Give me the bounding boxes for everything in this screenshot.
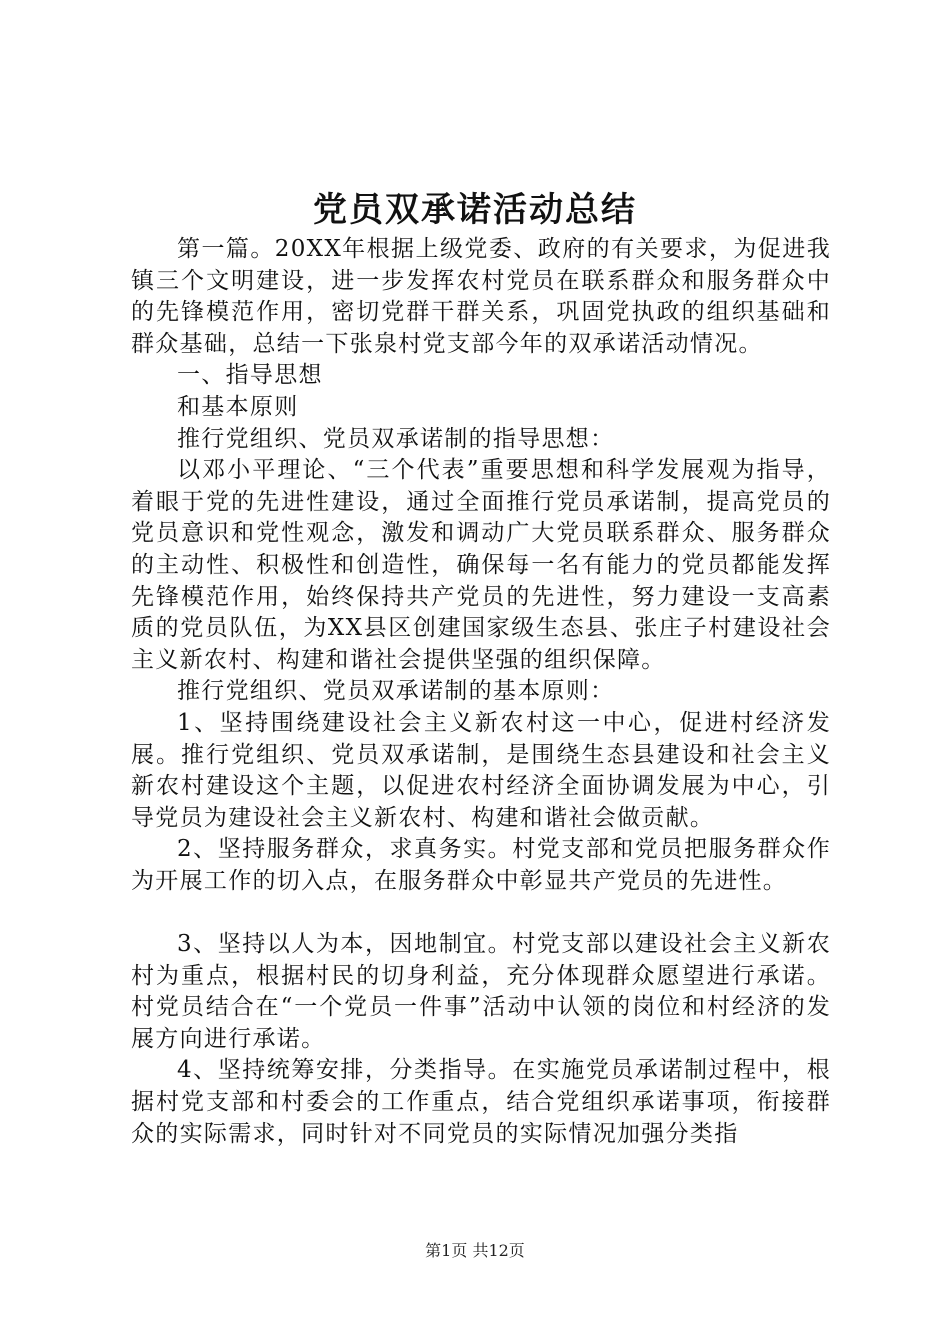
document-body [131,234,831,1150]
page-number-footer: 第1页 共12页 [425,1241,525,1260]
paragraph-principle-3: 3、坚持以人为本，因地制宜。村党支部以建设社会主义新农村为重点，根据村民的切身利益，充分体现群众愿望进行承诺。村党员结合在“一个党员一件事”活动中认领的岗位和村经济的发展方向进行承诺。 [131,931,831,1052]
document-title: 党员双承诺活动总结 [313,190,637,230]
paragraph-guiding-ideology-label: 推行党组织、党员双承诺制的指导思想： [177,425,615,452]
paragraph-heading-guiding-ideology: 一、指导思想 [177,362,323,389]
paragraph-principle-2: 2、坚持服务群众，求真务实。村党支部和党员把服务群众作为开展工作的切入点，在服务群众中彰显共产党员的先进性。 [131,836,831,894]
paragraph-guiding-ideology-text: 以邓小平理论、“三个代表”重要思想和科学发展观为指导，着眼于党的先进性建设，通过全面推行党员承诺制，提高党员的党员意识和党性观念，激发和调动广大党员联系群众、服务群众的主动性、积极性和创造性，确保每一名有能力的党员都能发挥先锋模范作用，始终保持共产党员的先进性，努力建设一支高素质的党员队伍，为XX县区创建国家级生态县、张庄子村建设社会主义新农村、构建和谐社会提供坚强的组织保障。 [131,457,831,673]
paragraph-principle-4: 4、坚持统筹安排，分类指导。在实施党员承诺制过程中，根据村党支部和村委会的工作重点，结合党组织承诺事项，衔接群众的实际需求，同时针对不同党员的实际情况加强分类指 [131,1057,831,1147]
paragraph-principle-1: 1、坚持围绕建设社会主义新农村这一中心，促进村经济发展。推行党组织、党员双承诺制，是围绕生态县建设和社会主义新农村建设这个主题，以促进农村经济全面协调发展为中心，引导党员为建设社会主义新农村、构建和谐社会做贡献。 [131,709,831,831]
paragraph-heading-basic-principles: 和基本原则 [177,393,299,420]
paragraph-basic-principles-label: 推行党组织、党员双承诺制的基本原则： [177,678,615,705]
paragraph-intro: 第一篇。20XX年根据上级党委、政府的有关要求，为促进我镇三个文明建设，进一步发挥农村党员在联系群众和服务群众中的先锋模范作用，密切党群干群关系，巩固党执政的组织基础和群众基础，总结一下张泉村党支部今年的双承诺活动情况。 [131,236,831,357]
